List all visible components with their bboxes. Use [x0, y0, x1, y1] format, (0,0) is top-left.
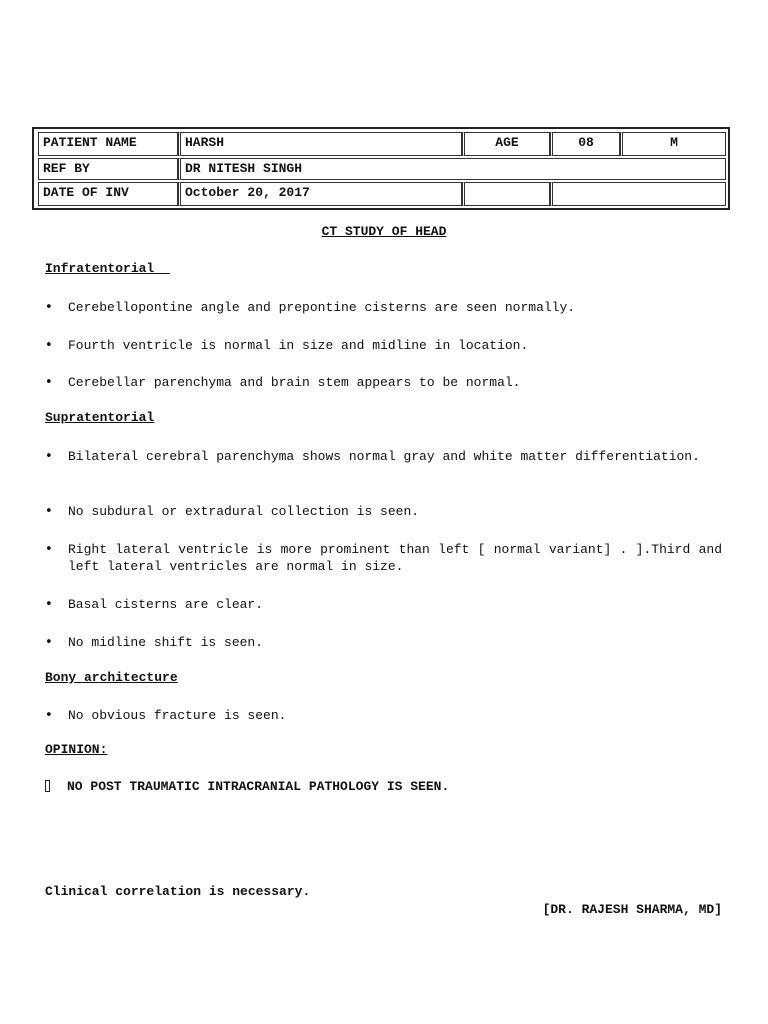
opinion-item	[45, 779, 449, 794]
list-item	[45, 503, 722, 520]
age-value: 08	[550, 132, 620, 156]
bullet-icon: •	[45, 635, 53, 650]
list-item-text: Bilateral cerebral parenchyma shows normal gray and white matter differentiation.	[68, 449, 700, 464]
section-heading-supratentorial: Supratentorial	[45, 410, 155, 425]
bullet-icon: •	[45, 300, 53, 315]
list-item-text: Fourth ventricle is normal in size and midline in location.	[68, 338, 529, 353]
list-item	[45, 337, 722, 354]
list-item	[45, 707, 722, 724]
list-item	[45, 448, 722, 465]
bullet-icon: •	[45, 449, 53, 464]
list-item	[45, 634, 722, 651]
age-label: AGE	[462, 132, 550, 156]
checkbox-glyph-icon	[45, 780, 50, 792]
bullet-icon: •	[45, 708, 53, 723]
list-item-text: Cerebellar parenchyma and brain stem appears to be normal.	[68, 375, 521, 390]
bullet-icon: •	[45, 338, 53, 353]
ref-by-label: REF BY	[38, 158, 178, 180]
bullet-icon: •	[45, 375, 53, 390]
section-heading-bony-architecture: Bony architecture	[45, 670, 178, 685]
sex-value: M	[620, 132, 726, 156]
empty-cell-2	[550, 182, 726, 206]
doctor-signature: [DR. RAJESH SHARMA, MD]	[542, 902, 722, 917]
list-item-text: Basal cisterns are clear.	[68, 597, 264, 612]
opinion-text: NO POST TRAUMATIC INTRACRANIAL PATHOLOGY IS SEEN.	[67, 779, 450, 794]
report-title: CT STUDY OF HEAD	[321, 224, 447, 239]
list-item	[45, 374, 722, 391]
ref-by-value: DR NITESH SINGH	[178, 158, 726, 180]
patient-info-table	[32, 127, 730, 210]
list-item-text: No subdural or extradural collection is seen.	[68, 504, 420, 519]
empty-cell-1	[462, 182, 550, 206]
bullet-icon: •	[45, 597, 53, 612]
list-item-text: No obvious fracture is seen.	[68, 708, 287, 723]
bullet-icon: •	[45, 542, 53, 557]
bullet-icon: •	[45, 504, 53, 519]
opinion-heading: OPINION:	[45, 742, 108, 757]
patient-name-value: HARSH	[178, 132, 462, 156]
patient-name-label: PATIENT NAME	[38, 132, 178, 156]
date-value: October 20, 2017	[178, 182, 462, 206]
list-item-text: No midline shift is seen.	[68, 635, 264, 650]
list-item	[45, 299, 722, 316]
list-item	[45, 596, 722, 613]
date-label: DATE OF INV	[38, 182, 178, 206]
section-heading-infratentorial: Infratentorial	[45, 261, 170, 276]
list-item-text: Cerebellopontine angle and prepontine cisterns are seen normally.	[68, 300, 576, 315]
list-item-text: Right lateral ventricle is more prominent than left [ normal variant] . ].Third and left lateral ventricles are normal in size.	[68, 542, 722, 574]
clinical-note: Clinical correlation is necessary.	[45, 884, 311, 899]
list-item	[45, 541, 722, 575]
